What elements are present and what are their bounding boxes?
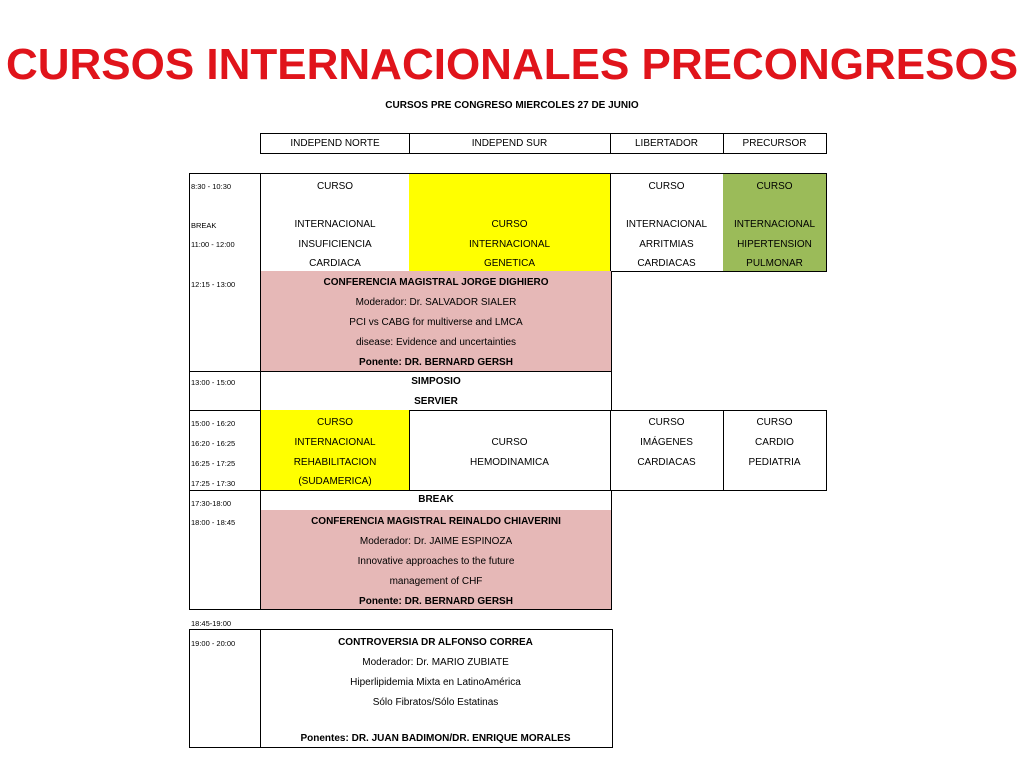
course-label: INTERNACIONAL	[733, 219, 816, 230]
time-slot: 18:45-19:00	[191, 619, 232, 628]
course-label: INTERNACIONAL	[294, 437, 376, 448]
time-slot: 11:00 - 12:00	[191, 240, 235, 249]
course-rehabilitacion	[260, 410, 410, 491]
course-label: CURSO	[648, 417, 685, 428]
controversy-correa	[260, 629, 613, 748]
controversy-topic: Sólo Fibratos/Sólo Estatinas	[372, 697, 499, 708]
conference-chiaverini	[260, 510, 612, 610]
controversy-moderator: Moderador: Dr. MARIO ZUBIATE	[362, 657, 509, 668]
course-label: ARRITMIAS	[639, 239, 694, 250]
course-arritmias-cardiacas	[610, 173, 724, 272]
course-label: GENETICA	[483, 258, 536, 269]
time-slot: 17:25 - 17:30	[191, 479, 236, 488]
course-label: CURSO	[491, 437, 528, 448]
room-header-independ-sur: INDEPEND SUR	[409, 133, 611, 154]
time-column-block1	[189, 173, 261, 372]
course-label: CURSO	[648, 181, 685, 192]
course-label: REHABILITACION	[293, 457, 377, 468]
conference-moderator: Moderador: Dr. SALVADOR SIALER	[355, 297, 517, 308]
time-slot: 16:20 - 16:25	[191, 439, 236, 448]
conference-title: CONFERENCIA MAGISTRAL JORGE DIGHIERO	[323, 277, 549, 288]
room-header-independ-norte: INDEPEND NORTE	[260, 133, 410, 154]
time-slot: 15:00 - 16:20	[191, 419, 236, 428]
conference-dighiero	[260, 271, 612, 372]
course-label: INTERNACIONAL	[625, 219, 708, 230]
course-label: CURSO	[491, 219, 528, 230]
course-label: INTERNACIONAL	[468, 239, 551, 250]
course-hemodinamica	[409, 410, 611, 491]
time-slot: 8:30 - 10:30	[191, 182, 232, 191]
room-header-precursor: PRECURSOR	[723, 133, 827, 154]
course-insuficiencia-cardiaca	[260, 173, 410, 272]
course-label: CARDIACA	[309, 258, 361, 269]
time-slot: 18:00 - 18:45	[191, 518, 236, 527]
course-label: CARDIACAS	[637, 258, 696, 269]
time-slot: 13:00 - 15:00	[191, 378, 236, 387]
controversy-title: CONTROVERSIA DR ALFONSO CORREA	[338, 637, 533, 648]
conference-moderator: Moderador: Dr. JAIME ESPINOZA	[359, 536, 513, 547]
course-imagenes-cardiacas	[610, 410, 724, 491]
course-label: PULMONAR	[746, 258, 803, 269]
course-cardio-pediatria	[723, 410, 827, 491]
conference-topic: management of CHF	[389, 576, 483, 587]
course-label: (SUDAMERICA)	[298, 476, 372, 487]
time-column-symposium	[189, 371, 261, 411]
course-label: CURSO	[316, 181, 354, 192]
controversy-topic: Hiperlipidemia Mixta en LatinoAmérica	[350, 677, 521, 688]
time-slot-break: BREAK	[191, 221, 217, 230]
conference-title: CONFERENCIA MAGISTRAL REINALDO CHIAVERINI	[311, 516, 561, 527]
time-slot: 19:00 - 20:00	[191, 639, 236, 648]
course-label: INTERNACIONAL	[294, 219, 376, 230]
course-label: INSUFICIENCIA	[298, 239, 372, 250]
course-hipertension-pulmonar	[723, 173, 827, 272]
schedule-subtitle: CURSOS PRE CONGRESO MIERCOLES 27 DE JUNIO	[385, 100, 639, 111]
course-label: CARDIACAS	[637, 457, 696, 468]
course-label: CURSO	[756, 417, 793, 428]
symposium-servier	[260, 371, 612, 411]
page-title: CURSOS INTERNACIONALES PRECONGRESOS	[5, 40, 1019, 89]
symposium-sponsor: SERVIER	[414, 396, 458, 407]
course-label: HIPERTENSION	[737, 239, 812, 250]
course-label: IMÁGENES	[640, 437, 693, 448]
course-label: CURSO	[756, 181, 793, 192]
time-slot: 16:25 - 17:25	[191, 459, 236, 468]
conference-speaker: Ponente: DR. BERNARD GERSH	[359, 357, 513, 368]
conference-speaker: Ponente: DR. BERNARD GERSH	[359, 596, 513, 607]
course-label: HEMODINAMICA	[470, 457, 549, 468]
conference-topic: disease: Evidence and uncertainties	[355, 337, 517, 348]
controversy-speakers: Ponentes: DR. JUAN BADIMON/DR. ENRIQUE MORALES	[300, 733, 571, 744]
break-row: BREAK	[260, 490, 612, 511]
time-slot: 12:15 - 13:00	[191, 280, 236, 289]
course-label: PEDIATRIA	[748, 457, 801, 468]
course-label: CARDIO	[755, 437, 794, 448]
symposium-label: SIMPOSIO	[411, 376, 461, 387]
room-header-libertador: LIBERTADOR	[610, 133, 724, 154]
course-genetica	[409, 173, 611, 272]
course-label: CURSO	[316, 417, 354, 428]
conference-topic: PCI vs CABG for multiverse and LMCA	[349, 317, 523, 328]
time-slot: 17:30-18:00	[191, 499, 232, 508]
conference-topic: Innovative approaches to the future	[357, 556, 515, 567]
